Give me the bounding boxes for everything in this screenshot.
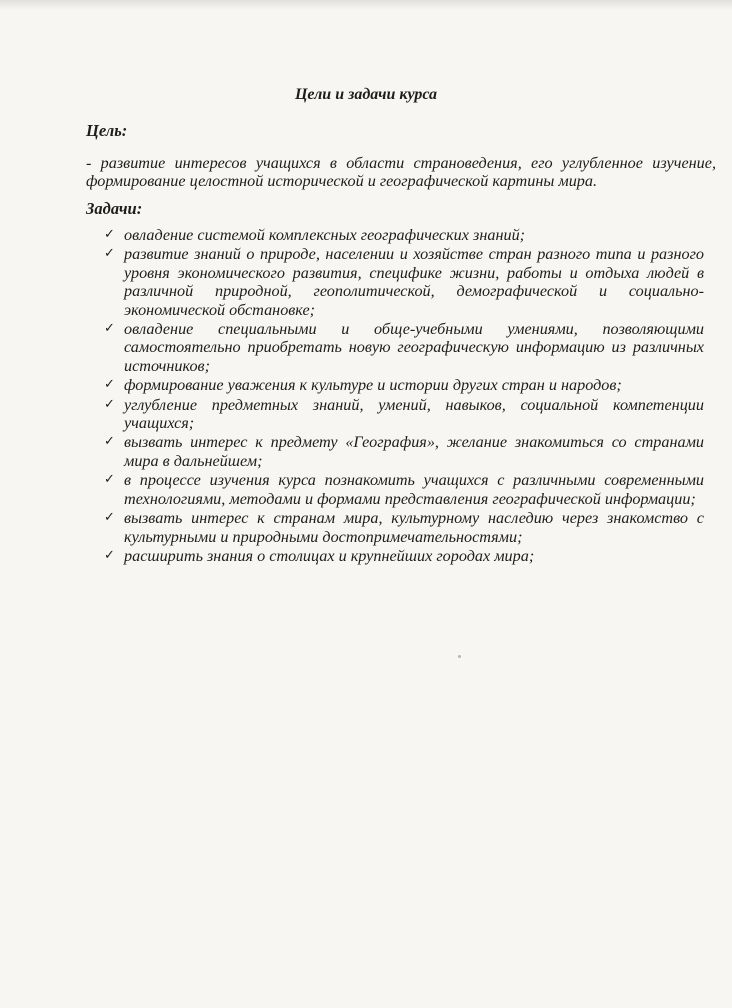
task-item [104, 433, 704, 470]
scan-speck [458, 655, 461, 658]
task-text: овладение специальными и обще-учебными умениями, позволяющими самостоятельно приобретать новую географическую информацию из различных источников; [124, 320, 704, 375]
task-text: в процессе изучения курса познакомить учащихся с различными современными технологиями, методами и формами представления географической информации; [124, 471, 704, 508]
task-text: углубление предметных знаний, умений, навыков, социальной компетенции учащихся; [124, 395, 704, 433]
check-icon: ✓ [104, 434, 115, 450]
check-icon: ✓ [104, 227, 115, 242]
scan-edge-shadow [0, 0, 732, 10]
check-icon: ✓ [104, 510, 115, 526]
task-text: развитие знаний о природе, населении и хозяйстве стран разного типа и разного уровня экономического развития, специфике жизни, работы и отдыха людей в различной природной, геополитической, демографической и социально-экономической обстановке; [124, 245, 704, 319]
goal-heading: Цель: [86, 121, 128, 140]
task-item [104, 245, 704, 319]
check-icon: ✓ [104, 321, 115, 337]
task-item [104, 471, 704, 508]
check-icon: ✓ [104, 472, 115, 488]
task-text: вызвать интерес к странам мира, культурному наследию через знакомство с культурными и природными достопримечательностями; [124, 509, 704, 546]
goal-text: - развитие интересов учащихся в области страноведения, его углубленное изучение, формирование целостной исторической и географической картины мира. [86, 154, 716, 191]
check-icon: ✓ [104, 377, 115, 393]
task-item [104, 320, 704, 375]
task-text: расширить знания о столицах и крупнейших городах мира; [124, 546, 535, 565]
tasks-heading: Задачи: [86, 199, 143, 218]
task-text: вызвать интерес к предмету «География», желание знакомиться со странами мира в дальнейшем; [124, 433, 704, 470]
document-title: Цели и задачи курса [294, 86, 438, 103]
task-text: овладение системой комплексных географических знаний; [124, 226, 526, 244]
task-item [104, 547, 704, 565]
task-item [104, 226, 704, 244]
check-icon: ✓ [104, 246, 115, 262]
task-item [104, 376, 704, 394]
task-item [104, 396, 704, 433]
tasks-list [104, 226, 704, 566]
check-icon: ✓ [104, 547, 115, 563]
task-item [104, 509, 704, 546]
check-icon: ✓ [104, 396, 115, 412]
task-text: формирование уважения к культуре и истории других стран и народов; [124, 376, 622, 395]
